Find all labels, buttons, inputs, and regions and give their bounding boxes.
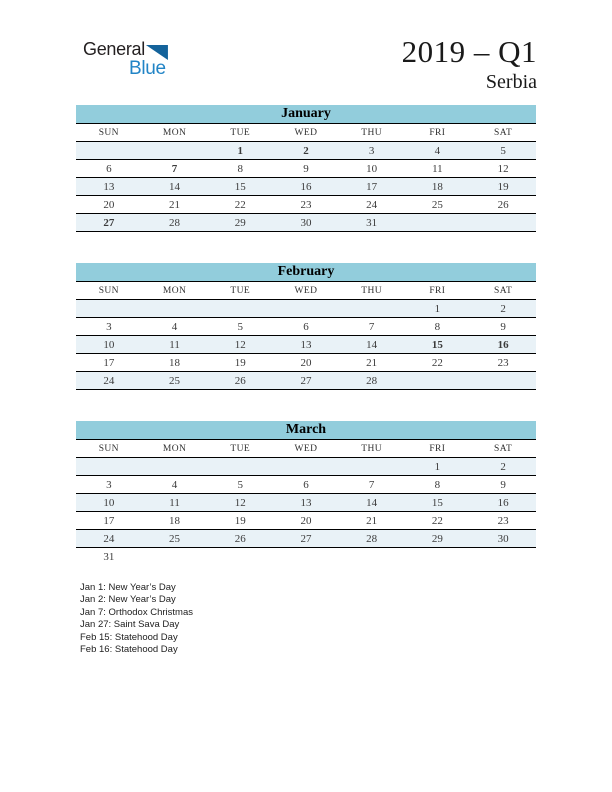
day-header-fri: FRI [405,440,471,458]
empty-cell [273,458,339,476]
date-cell: 2 [470,458,536,476]
holiday-item: Jan 1: New Year’s Day [80,582,176,593]
holiday-item: Jan 2: New Year’s Day [80,594,176,606]
month-table-february [76,263,536,390]
date-cell: 11 [142,494,208,512]
week-row [76,178,536,196]
week-row [76,354,536,372]
empty-cell [405,214,471,232]
date-cell: 31 [76,548,142,566]
day-header-fri: FRI [405,124,471,142]
date-cell: 7 [339,476,405,494]
date-cell: 8 [405,318,471,336]
week-row [76,142,536,160]
date-cell: 16 [470,494,536,512]
date-cell: 3 [76,318,142,336]
general-blue-logo [83,40,168,78]
holiday-item: Jan 27: Saint Sava Day [80,619,180,631]
date-cell: 23 [273,196,339,214]
month-title: February [76,263,536,282]
empty-cell [142,142,208,160]
week-row [76,548,536,566]
week-row [76,318,536,336]
empty-cell [405,372,471,390]
date-cell: 10 [76,494,142,512]
date-cell: 20 [76,196,142,214]
date-cell: 10 [76,336,142,354]
date-cell: 6 [273,318,339,336]
week-row [76,214,536,232]
date-cell: 24 [76,372,142,390]
day-header-sun: SUN [76,282,142,300]
date-cell: 2 [273,142,339,160]
date-cell: 28 [142,214,208,232]
date-cell: 30 [273,214,339,232]
date-cell: 21 [339,512,405,530]
date-cell: 10 [339,160,405,178]
date-cell: 3 [339,142,405,160]
date-cell: 1 [405,300,471,318]
date-cell: 19 [207,512,273,530]
date-cell: 22 [405,354,471,372]
date-cell: 24 [339,196,405,214]
empty-cell [339,458,405,476]
holiday-item: Feb 16: Statehood Day [80,644,178,656]
date-cell: 16 [470,336,536,354]
date-cell: 9 [273,160,339,178]
empty-cell [76,458,142,476]
date-cell: 27 [273,372,339,390]
empty-cell [142,458,208,476]
empty-cell [405,548,471,566]
day-header-thu: THU [339,124,405,142]
day-header-mon: MON [142,282,208,300]
week-row [76,300,536,318]
date-cell: 11 [405,160,471,178]
date-cell: 30 [470,530,536,548]
date-cell: 5 [470,142,536,160]
date-cell: 27 [76,214,142,232]
date-cell: 1 [207,142,273,160]
day-header-tue: TUE [207,282,273,300]
quarter-title: 2019 – Q1 [401,34,537,69]
logo-text-general: General [83,39,145,59]
week-row [76,160,536,178]
month-title: January [76,105,536,124]
date-cell: 19 [470,178,536,196]
date-cell: 18 [405,178,471,196]
holiday-item: Feb 15: Statehood Day [80,631,178,643]
date-cell: 27 [273,530,339,548]
empty-cell [76,300,142,318]
empty-cell [470,548,536,566]
empty-cell [142,548,208,566]
empty-cell [76,142,142,160]
date-cell: 12 [470,160,536,178]
day-header-wed: WED [273,282,339,300]
date-cell: 29 [207,214,273,232]
date-cell: 11 [142,336,208,354]
date-cell: 4 [142,476,208,494]
date-cell: 26 [207,372,273,390]
date-cell: 24 [76,530,142,548]
date-cell: 7 [142,160,208,178]
date-cell: 4 [142,318,208,336]
date-cell: 22 [405,512,471,530]
date-cell: 28 [339,530,405,548]
date-cell: 1 [405,458,471,476]
day-header-wed: WED [273,124,339,142]
week-row [76,494,536,512]
day-header-mon: MON [142,440,208,458]
date-cell: 26 [207,530,273,548]
date-cell: 4 [405,142,471,160]
day-header-sat: SAT [470,124,536,142]
date-cell: 13 [76,178,142,196]
title-block [402,36,537,93]
date-cell: 23 [470,512,536,530]
date-cell: 9 [470,476,536,494]
date-cell: 3 [76,476,142,494]
empty-cell [273,548,339,566]
week-row [76,458,536,476]
date-cell: 25 [142,372,208,390]
empty-cell [273,300,339,318]
date-cell: 17 [76,512,142,530]
country-subtitle: Serbia [485,71,537,93]
date-cell: 31 [339,214,405,232]
date-cell: 21 [339,354,405,372]
date-cell: 15 [405,494,471,512]
day-header-thu: THU [339,282,405,300]
empty-cell [470,214,536,232]
date-cell: 5 [207,476,273,494]
day-header-thu: THU [339,440,405,458]
day-header-sat: SAT [470,282,536,300]
date-cell: 15 [207,178,273,196]
date-cell: 6 [76,160,142,178]
date-cell: 8 [207,160,273,178]
date-cell: 12 [207,336,273,354]
date-cell: 9 [470,318,536,336]
date-cell: 21 [142,196,208,214]
day-header-wed: WED [273,440,339,458]
week-row [76,476,536,494]
holiday-item: Jan 7: Orthodox Christmas [80,606,193,618]
empty-cell [339,548,405,566]
week-row [76,336,536,354]
date-cell: 26 [470,196,536,214]
month-table-january [76,105,536,232]
day-header-mon: MON [142,124,208,142]
months-container [76,105,536,596]
empty-cell [470,372,536,390]
day-header-fri: FRI [405,282,471,300]
date-cell: 17 [339,178,405,196]
date-cell: 12 [207,494,273,512]
date-cell: 19 [207,354,273,372]
holiday-list [80,582,193,656]
week-row [76,372,536,390]
day-header-sat: SAT [470,440,536,458]
date-cell: 17 [76,354,142,372]
day-header-tue: TUE [207,440,273,458]
date-cell: 7 [339,318,405,336]
empty-cell [142,300,208,318]
date-cell: 25 [142,530,208,548]
date-cell: 18 [142,354,208,372]
empty-cell [207,458,273,476]
date-cell: 15 [405,336,471,354]
date-cell: 16 [273,178,339,196]
date-cell: 13 [273,494,339,512]
date-cell: 14 [339,336,405,354]
day-header-sun: SUN [76,124,142,142]
empty-cell [207,548,273,566]
date-cell: 25 [405,196,471,214]
week-row [76,512,536,530]
day-header-tue: TUE [207,124,273,142]
date-cell: 13 [273,336,339,354]
logo-text-blue: Blue [129,58,166,79]
date-cell: 18 [142,512,208,530]
date-cell: 23 [470,354,536,372]
date-cell: 5 [207,318,273,336]
date-cell: 14 [339,494,405,512]
day-header-sun: SUN [76,440,142,458]
week-row [76,196,536,214]
date-cell: 14 [142,178,208,196]
month-table-march [76,421,536,565]
date-cell: 22 [207,196,273,214]
date-cell: 20 [273,512,339,530]
date-cell: 28 [339,372,405,390]
empty-cell [339,300,405,318]
date-cell: 2 [470,300,536,318]
week-row [76,530,536,548]
date-cell: 29 [405,530,471,548]
date-cell: 20 [273,354,339,372]
empty-cell [207,300,273,318]
month-title: March [76,421,536,440]
date-cell: 6 [273,476,339,494]
date-cell: 8 [405,476,471,494]
